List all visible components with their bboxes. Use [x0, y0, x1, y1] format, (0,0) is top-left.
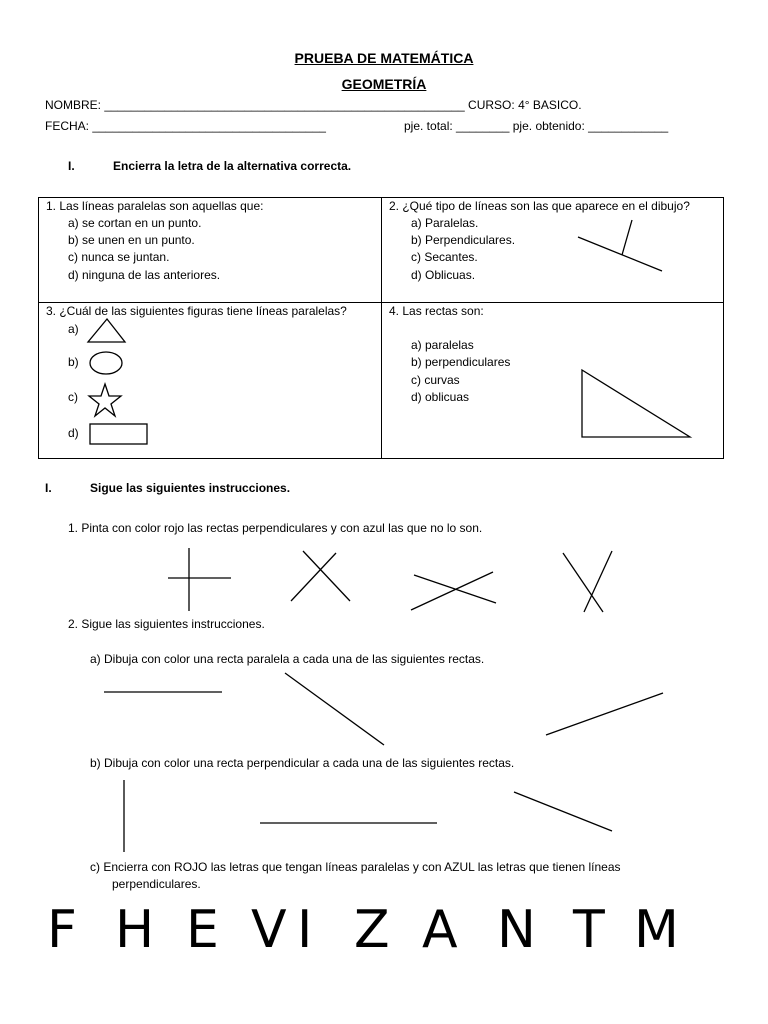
item1-oblique-lines — [411, 572, 496, 610]
q2-question: 2. ¿Qué tipo de líneas son las que aparece en el dibujo? — [389, 199, 690, 213]
letter-n: N — [497, 900, 536, 960]
q3-option-c: c) — [68, 390, 78, 404]
item2c-text-line2: perpendiculares. — [112, 877, 201, 891]
q2-option-b: b) Perpendiculares. — [411, 233, 516, 247]
q1-option-c: c) nunca se juntan. — [68, 250, 170, 264]
item1-narrow-x-lines — [563, 551, 612, 612]
letter-h: H — [115, 900, 155, 960]
triangle-shape — [88, 319, 125, 342]
letter-t: T — [573, 900, 605, 960]
q1-option-b: b) se unen en un punto. — [68, 233, 195, 247]
right-triangle-drawing — [582, 370, 690, 437]
section2-numeral: I. — [45, 481, 52, 495]
item1-text: 1. Pinta con color rojo las rectas perpendiculares y con azul las que no lo son. — [68, 521, 483, 535]
item1-x-lines — [291, 551, 350, 601]
q1-option-d: d) ninguna de las anteriores. — [68, 268, 221, 282]
item2b-text: b) Dibuja con color una recta perpendicular a cada una de las siguientes rectas. — [90, 756, 515, 770]
item2b-diagonal-line — [514, 792, 612, 831]
page-subtitle: GEOMETRÍA — [341, 76, 427, 92]
nombre-curso-line: NOMBRE: ______________________________________________________ CURSO: 4° BASICO. — [45, 98, 582, 112]
q4-option-a: a) paralelas — [411, 338, 474, 352]
puntaje-line: pje. total: ________ pje. obtenido: ____________ — [404, 119, 669, 133]
q4-option-b: b) perpendiculares — [411, 355, 511, 369]
q3-option-b: b) — [68, 355, 79, 369]
item2a-text: a) Dibuja con color una recta paralela a cada una de las siguientes rectas. — [90, 652, 485, 666]
section1-instruction: Encierra la letra de la alternativa correcta. — [113, 159, 352, 173]
q4-option-d: d) oblicuas — [411, 390, 470, 404]
star-shape — [89, 384, 121, 416]
letters-row — [0, 900, 768, 970]
q3-option-d: d) — [68, 426, 79, 440]
q2-option-c: c) Secantes. — [411, 250, 478, 264]
q1-question: 1. Las líneas paralelas son aquellas que: — [46, 199, 264, 213]
q4-question: 4. Las rectas son: — [389, 304, 484, 318]
item2c-text-line1: c) Encierra con ROJO las letras que tengan líneas paralelas y con AZUL las letras que tienen líneas — [90, 860, 621, 874]
section2-instruction: Sigue las siguientes instrucciones. — [90, 481, 291, 495]
q2-option-d: d) Oblicuas. — [411, 268, 476, 282]
item2a-diagonal-line — [285, 673, 384, 745]
q2-secant-lines-drawing — [578, 220, 662, 271]
item2-text: 2. Sigue las siguientes instrucciones. — [68, 617, 265, 631]
q3-question: 3. ¿Cuál de las siguientes figuras tiene líneas paralelas? — [46, 304, 347, 318]
rectangle-shape — [90, 424, 147, 444]
letter-i: I — [297, 900, 313, 960]
letter-v: V — [251, 900, 287, 960]
q1-option-a: a) se cortan en un punto. — [68, 216, 202, 230]
letter-m: M — [634, 900, 679, 960]
letter-a: A — [422, 900, 458, 960]
item2a-rising-line — [546, 693, 663, 735]
fecha-line: FECHA: ___________________________________ — [45, 119, 326, 133]
q3-option-a: a) — [68, 322, 79, 336]
q2-option-a: a) Paralelas. — [411, 216, 479, 230]
letter-e: E — [186, 900, 219, 960]
section1-numeral: I. — [68, 159, 75, 173]
page-title: PRUEBA DE MATEMÁTICA — [294, 50, 474, 66]
letter-z: Z — [354, 900, 390, 960]
item1-cross-perpendicular — [168, 548, 231, 611]
q4-option-c: c) curvas — [411, 373, 460, 387]
letter-f: F — [47, 900, 77, 960]
ellipse-shape — [90, 352, 122, 374]
